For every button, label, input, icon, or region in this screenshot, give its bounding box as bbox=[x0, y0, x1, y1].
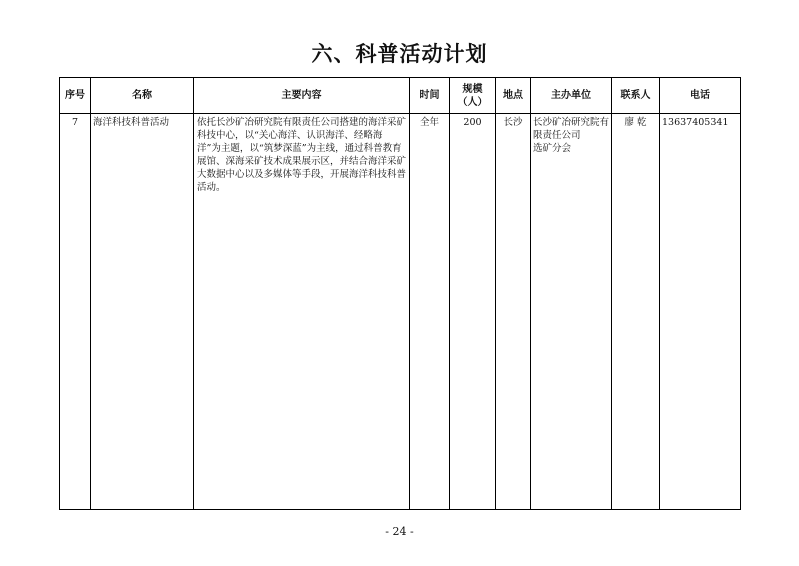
header-scale bbox=[450, 78, 496, 114]
header-name: 名称 bbox=[91, 78, 194, 114]
header-place: 地点 bbox=[496, 78, 531, 114]
cell-time: 全年 bbox=[410, 114, 450, 510]
organizer-line1: 长沙矿冶研究院有限责任公司 bbox=[533, 117, 610, 141]
cell-scale: 200 bbox=[450, 114, 496, 510]
cell-content: 依托长沙矿冶研究院有限责任公司搭建的海洋采矿科技中心，以“关心海洋、认识海洋、经略海洋”为主题，以“筑梦深蓝”为主线，通过科普教育展馆、深海采矿技术成果展示区，并结合海洋采矿大数据中心以及多媒体等手段，开展海洋科技科普活动。 bbox=[194, 114, 410, 510]
header-content: 主要内容 bbox=[194, 78, 410, 114]
header-scale-line2: （人） bbox=[457, 96, 488, 108]
cell-name: 海洋科技科普活动 bbox=[91, 114, 194, 510]
header-scale-line1: 规模 bbox=[462, 83, 483, 95]
page-number: - 24 - bbox=[385, 525, 414, 538]
header-time: 时间 bbox=[410, 78, 450, 114]
header-contact: 联系人 bbox=[612, 78, 660, 114]
activity-plan-table bbox=[59, 77, 741, 510]
cell-phone: 13637405341 bbox=[660, 114, 741, 510]
organizer-line2: 选矿分会 bbox=[533, 143, 572, 154]
table-row bbox=[60, 114, 741, 510]
cell-contact: 廖 乾 bbox=[612, 114, 660, 510]
header-organizer: 主办单位 bbox=[531, 78, 612, 114]
header-phone: 电话 bbox=[660, 78, 741, 114]
header-no: 序号 bbox=[60, 78, 91, 114]
table-header-row bbox=[60, 78, 741, 114]
cell-no: 7 bbox=[60, 114, 91, 510]
cell-place: 长沙 bbox=[496, 114, 531, 510]
page-title: 六、科普活动计划 bbox=[311, 42, 488, 66]
cell-organizer bbox=[531, 114, 612, 510]
